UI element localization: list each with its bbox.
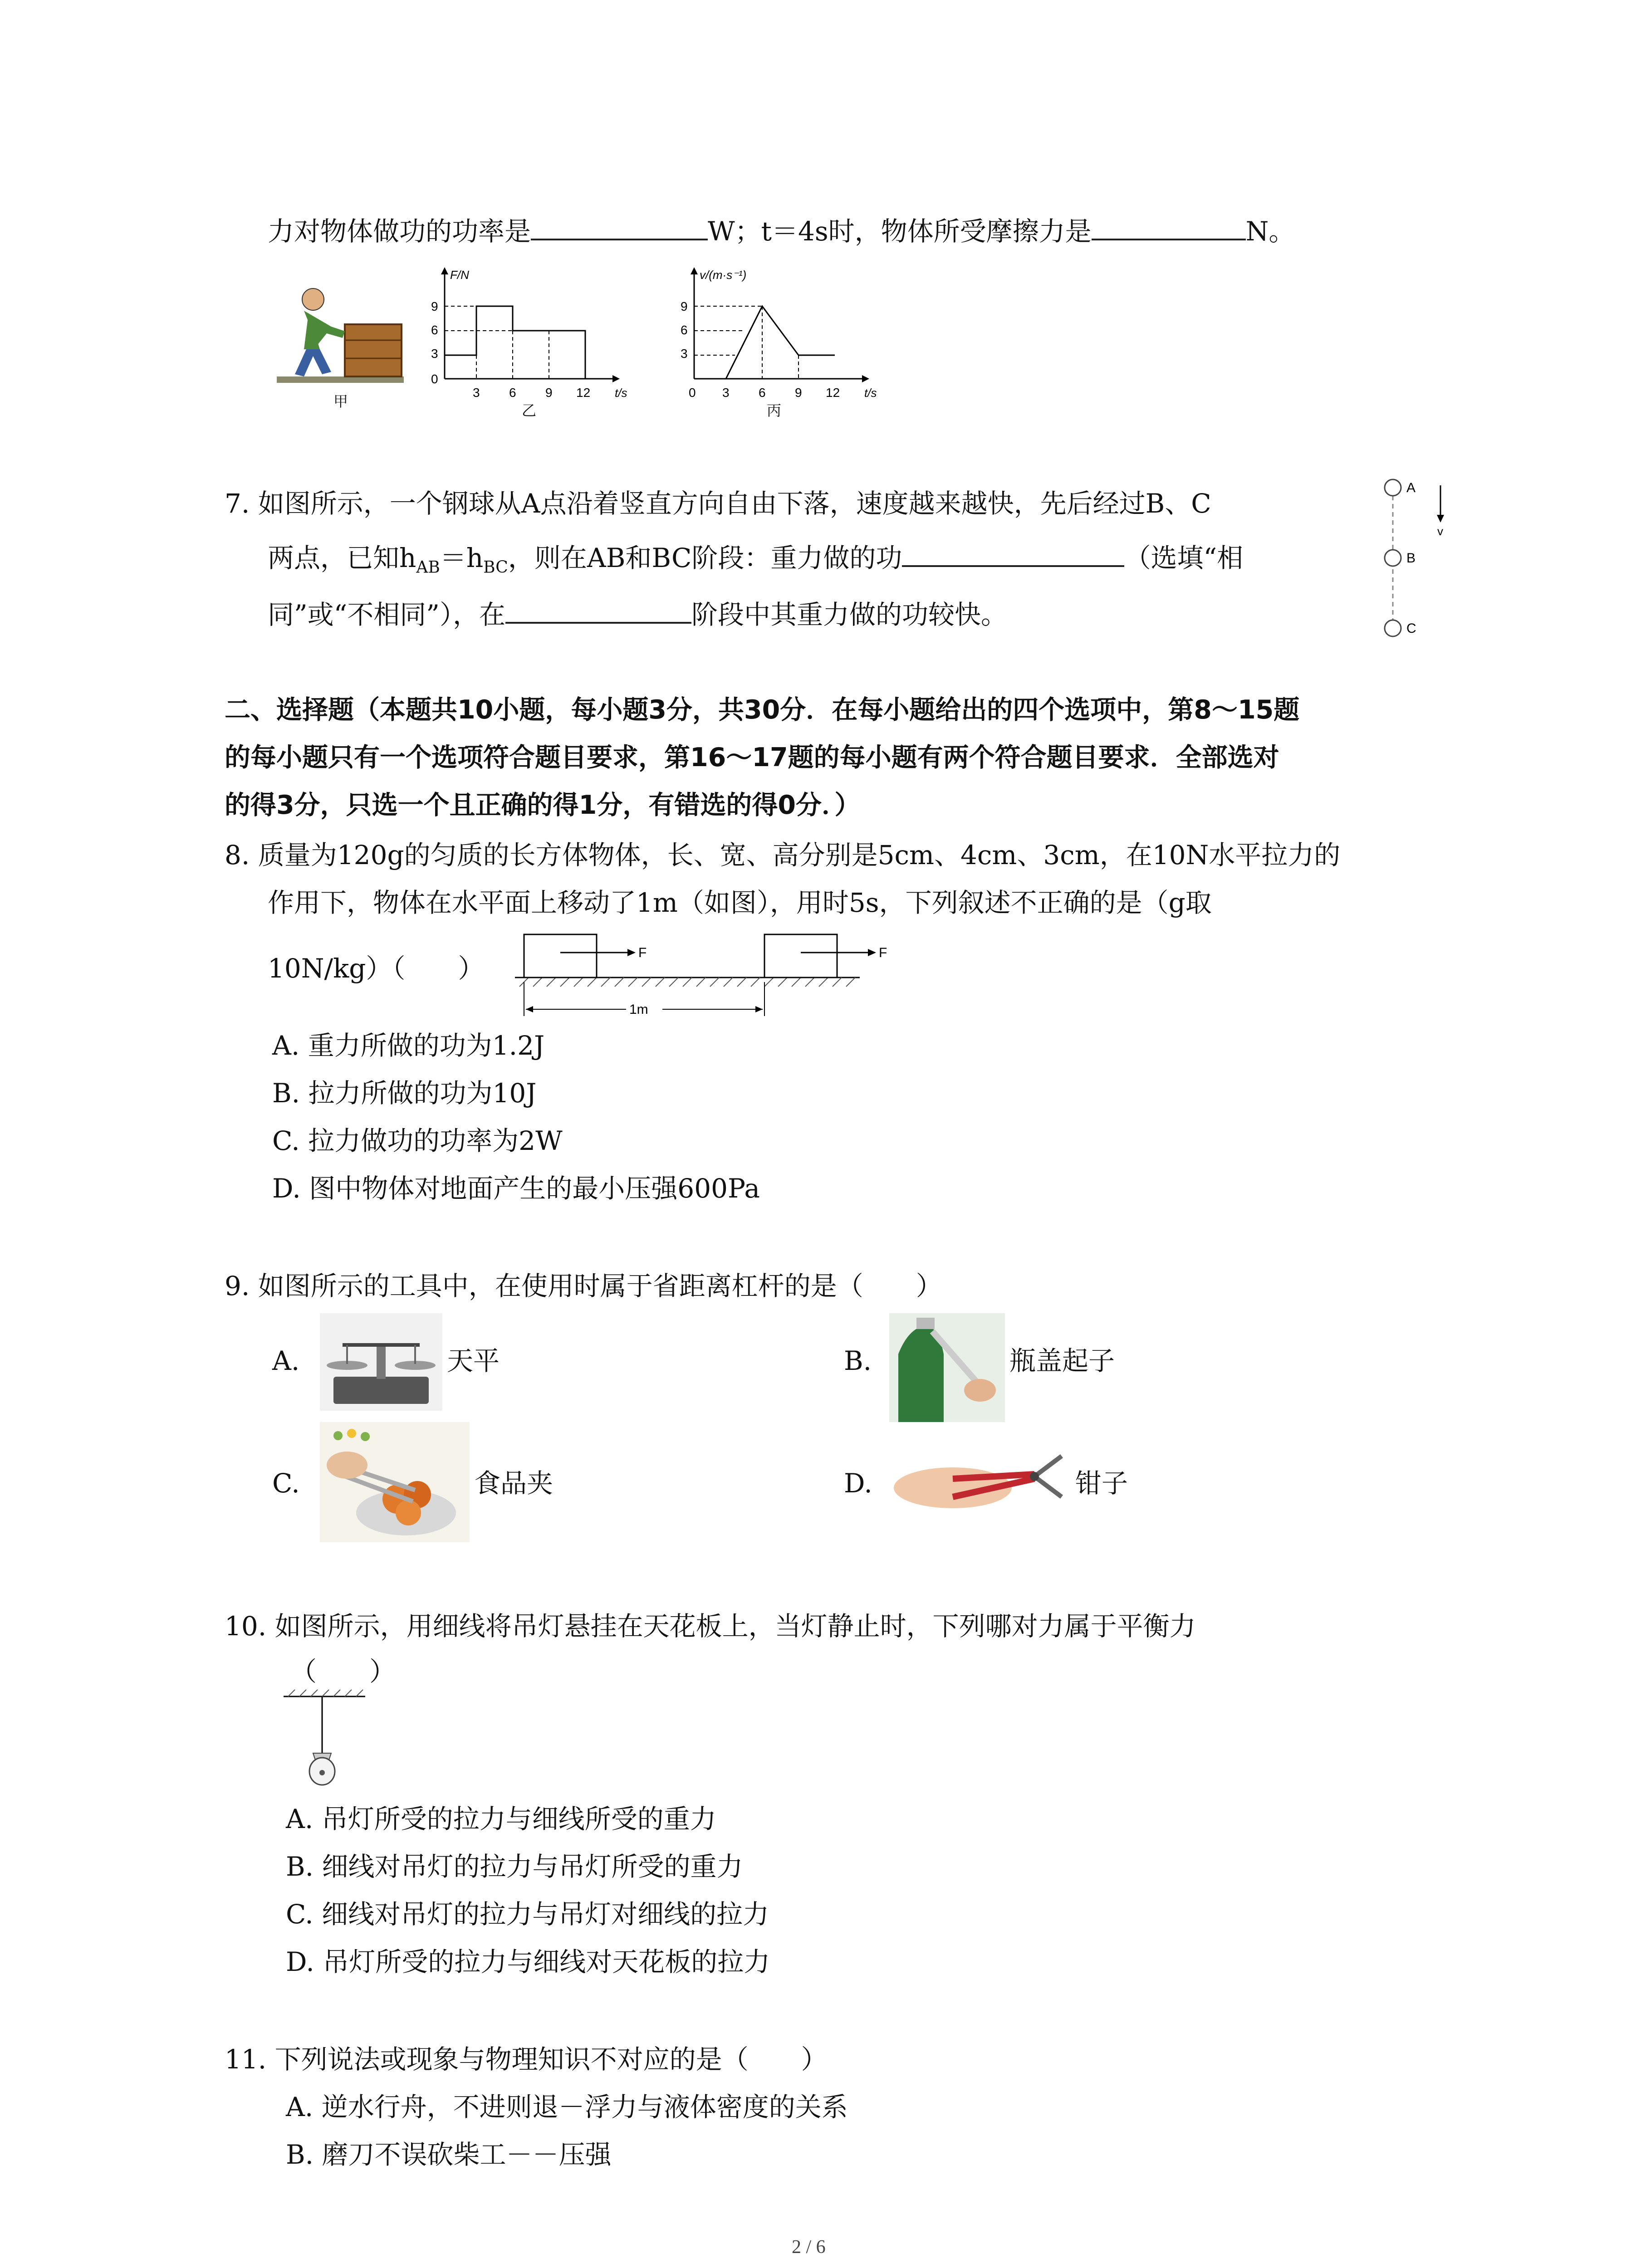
- q7-line-1: 7. 如图所示，一个钢球从A点沿着竖直方向自由下落，速度越来越快，先后经过B、C: [225, 488, 1211, 519]
- q6-yi-xlabel: t/s: [615, 386, 627, 400]
- section2-heading-line-1: 二、选择题（本题共10小题，每小题3分，共30分．在每小题给出的四个选项中，第8～15题: [225, 695, 1300, 725]
- q6-answer-blank-1[interactable]: [531, 213, 708, 240]
- q8-option-a[interactable]: A. 重力所做的功为1.2J: [272, 1030, 545, 1061]
- q7-label-c: C: [1406, 621, 1416, 636]
- q6-yi-ylabel: F/N: [450, 268, 469, 282]
- q6-yi-ytick: 0: [431, 372, 438, 386]
- q10-option-a[interactable]: A. 吊灯所受的拉力与细线所受的重力: [286, 1804, 716, 1834]
- q8-line-1: 8. 质量为120g的匀质的长方体物体，长、宽、高分别是5cm、4cm、3cm，在10N水平拉力的: [225, 840, 1341, 870]
- q6-bing-xtick: 9: [795, 386, 802, 400]
- page-number: 2 / 6: [792, 2237, 826, 2258]
- q6-answer-blank-2[interactable]: [1092, 213, 1246, 240]
- q6-bing-xtick-zero: 0: [689, 386, 696, 400]
- q6-figure-yi-force-time-graph: [422, 261, 635, 411]
- q9-option-b-name: 瓶盖起子: [1009, 1345, 1115, 1376]
- q7-text: 两点，已知h: [268, 543, 416, 573]
- q6-figure-bing-caption: 丙: [767, 402, 782, 419]
- q10-answer-paren[interactable]: （ ）: [290, 1656, 396, 1687]
- q7-text: 同”或“不相同”），在: [268, 599, 505, 630]
- q9-option-a-balance-image[interactable]: [320, 1313, 442, 1411]
- q6-bing-xtick: 12: [826, 386, 840, 400]
- q10-figure-hanging-lamp: [279, 1687, 370, 1796]
- q6-bing-ytick: 9: [681, 299, 688, 313]
- q6-yi-xtick: 9: [545, 386, 553, 400]
- q7-label-a: A: [1406, 480, 1416, 495]
- q9-option-c-name: 食品夹: [474, 1468, 554, 1499]
- q10-option-c[interactable]: C. 细线对吊灯的拉力与吊灯对细线的拉力: [286, 1899, 769, 1930]
- q6-yi-ytick: 9: [431, 299, 438, 313]
- q9-option-d-letter[interactable]: D.: [844, 1468, 872, 1499]
- q6-bing-xtick: 3: [722, 386, 730, 400]
- q7-subscript-ab: AB: [416, 558, 440, 577]
- q7-label-v: v: [1437, 524, 1443, 538]
- q8-line-2: 作用下，物体在水平面上移动了1m（如图），用时5s，下列叙述不正确的是（g取: [268, 887, 1212, 918]
- q6-yi-xtick: 12: [576, 386, 591, 400]
- q7-subscript-bc: BC: [483, 558, 508, 577]
- q8-option-c[interactable]: C. 拉力做功的功率为2W: [272, 1125, 563, 1156]
- section2-heading-line-3: 的得3分，只选一个且正确的得1分，有错选的得0分．）: [225, 790, 861, 820]
- q7-text: ，则在AB和BC阶段：重力做的功: [508, 543, 902, 573]
- q8-distance-label: 1m: [629, 1002, 648, 1017]
- q10-stem: 10. 如图所示，用细线将吊灯悬挂在天花板上，当灯静止时，下列哪对力属于平衡力: [225, 1611, 1196, 1642]
- q10-option-b[interactable]: B. 细线对吊灯的拉力与吊灯所受的重力: [286, 1851, 743, 1882]
- q6-bing-ytick: 3: [681, 347, 688, 361]
- q7-text: 阶段中其重力做的功较快。: [691, 599, 1007, 630]
- q7-text: ＝h: [440, 543, 484, 573]
- q9-stem: 9. 如图所示的工具中，在使用时属于省距离杠杆的是（ ）: [225, 1271, 942, 1301]
- q9-option-b-bottle-opener-image[interactable]: [889, 1313, 1005, 1422]
- q7-text: （选填“相: [1124, 543, 1244, 573]
- q6-bing-ylabel: v/(m·s⁻¹): [700, 268, 747, 282]
- q8-option-b[interactable]: B. 拉力所做的功为10J: [272, 1078, 537, 1109]
- q6-text-a: 力对物体做功的功率是: [268, 216, 531, 247]
- q6-figure-jia-caption: 甲: [333, 393, 348, 410]
- q6-text-c: N。: [1245, 216, 1295, 247]
- q9-option-c-food-tongs-image[interactable]: [320, 1422, 470, 1542]
- q6-yi-xtick: 3: [473, 386, 480, 400]
- q7-label-b: B: [1406, 551, 1416, 566]
- q10-option-d[interactable]: D. 吊灯所受的拉力与细线对天花板的拉力: [286, 1946, 770, 1977]
- section2-heading-line-2: 的每小题只有一个选项符合题目要求，第16～17题的每小题有两个符合题目要求．全部选对: [225, 743, 1279, 772]
- q8-option-d[interactable]: D. 图中物体对地面产生的最小压强600Pa: [272, 1173, 760, 1204]
- q6-bing-xtick: 6: [759, 386, 766, 400]
- q11-option-a[interactable]: A. 逆水行舟，不进则退－浮力与液体密度的关系: [286, 2092, 848, 2122]
- q6-yi-ytick: 3: [431, 347, 438, 361]
- q9-option-a-name: 天平: [447, 1345, 500, 1376]
- q7-answer-blank-2[interactable]: [505, 596, 691, 624]
- q9-option-b-letter[interactable]: B.: [844, 1345, 872, 1376]
- q6-text-b: W；t＝4s时，物体所受摩擦力是: [708, 216, 1092, 247]
- q8-force-label-left: F: [638, 945, 647, 960]
- q9-option-d-name: 钳子: [1075, 1468, 1128, 1499]
- q9-option-d-pliers-image[interactable]: [889, 1429, 1071, 1529]
- q8-figure-block-displacement: [510, 925, 901, 1025]
- q8-force-label-right: F: [879, 945, 887, 960]
- q6-text-line: [268, 213, 1295, 247]
- q7-figure-falling-ball: [1379, 472, 1452, 644]
- q9-option-c-letter[interactable]: C.: [272, 1468, 300, 1499]
- q11-option-b[interactable]: B. 磨刀不误砍柴工－－压强: [286, 2139, 612, 2170]
- q6-yi-ytick: 6: [431, 323, 438, 337]
- q7-answer-blank-1[interactable]: [902, 540, 1124, 567]
- q7-line-2: [268, 540, 1243, 584]
- q7-line-3: [268, 596, 1007, 631]
- q6-figure-bing-velocity-time-graph: [671, 261, 885, 411]
- q6-yi-xtick: 6: [509, 386, 516, 400]
- q6-bing-ytick: 6: [681, 323, 688, 337]
- q11-stem: 11. 下列说法或现象与物理知识不对应的是（ ）: [225, 2044, 828, 2075]
- q9-option-a-letter[interactable]: A.: [272, 1345, 300, 1376]
- q8-line-3: 10N/kg）（ ）: [268, 953, 485, 984]
- q6-figure-yi-caption: 乙: [522, 402, 537, 419]
- q6-bing-xlabel: t/s: [864, 386, 877, 400]
